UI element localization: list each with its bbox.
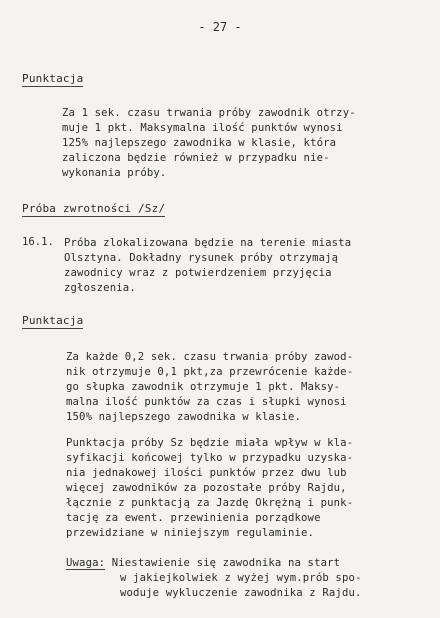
text-line: go słupka zawodnik otrzymuje 1 pkt. Maksy-	[66, 381, 341, 393]
text-line: przewidziane w niniejszym regulaminie.	[66, 527, 315, 539]
note-first-text: Niestawienie się zawodnika na start	[111, 557, 341, 569]
punktacja-2-para-1	[66, 350, 353, 425]
punktacja-2-para-2	[66, 436, 353, 541]
text-line: wykonania próby.	[62, 167, 167, 179]
note-first-line	[66, 556, 340, 571]
page-number: - 27 -	[198, 20, 242, 34]
text-line: muje 1 pkt. Maksymalna ilość punktów wynosi	[62, 122, 343, 134]
text-line: więcej zawodników za pozostałe próby Rajdu,	[66, 482, 347, 494]
heading-punktacja-2	[22, 314, 83, 327]
text-line: w jakiejkolwiek z wyżej wym.prób spo-	[120, 572, 362, 584]
text-line: syfikacji końcowej tylko w przypadku uzyska-	[66, 452, 354, 464]
heading-text: Punktacja	[22, 314, 84, 327]
text-line: malna ilość punktów za czas i słupki wynosi	[66, 396, 347, 408]
text-line: woduje wykluczenie zawodnika z Rajdu.	[120, 587, 362, 599]
text-line: tację za ewent. przewinienia porządkowe	[66, 512, 321, 524]
heading-text: Próba zwrotności /Sz/	[22, 202, 166, 215]
text-line: 150% najlepszego zawodnika w klasie.	[66, 411, 302, 423]
text-line: Za 1 sek. czasu trwania próby zawodnik otrzy-	[62, 107, 356, 119]
punktacja-1-text	[62, 106, 356, 181]
text-line: łącznie z punktacją za Jazdę Okrężną i punk-	[66, 497, 354, 509]
text-line: 125% najlepszego zawodnika w klasie, która	[62, 137, 337, 149]
proba-text	[64, 236, 351, 296]
text-line: zaliczona będzie również w przypadku nie-	[62, 152, 330, 164]
heading-punktacja-1	[22, 72, 83, 85]
text-line: zgłoszenia.	[64, 282, 136, 294]
text-line: Próba zlokalizowana będzie na terenie miasta	[64, 237, 352, 249]
text-line: Olsztyna. Dokładny rysunek próby otrzymają	[64, 252, 339, 264]
heading-text: Punktacja	[22, 72, 84, 85]
section-number: 16.1.	[22, 236, 54, 248]
heading-proba-zwrotnosci	[22, 202, 165, 215]
note-label: Uwaga:	[66, 557, 106, 569]
text-line: Za każde 0,2 sek. czasu trwania próby zawod-	[66, 351, 354, 363]
note-text	[120, 571, 362, 601]
text-line: nik otrzymuje 0,1 pkt,za przewrócenie każde-	[66, 366, 354, 378]
text-line: Punktacja próby Sz będzie miała wpływ w kla-	[66, 437, 354, 449]
text-line: zawodnicy wraz z potwierdzeniem przyjęcia	[64, 267, 332, 279]
text-line: nia jednakowej ilości punktów przez dwu lub	[66, 467, 347, 479]
